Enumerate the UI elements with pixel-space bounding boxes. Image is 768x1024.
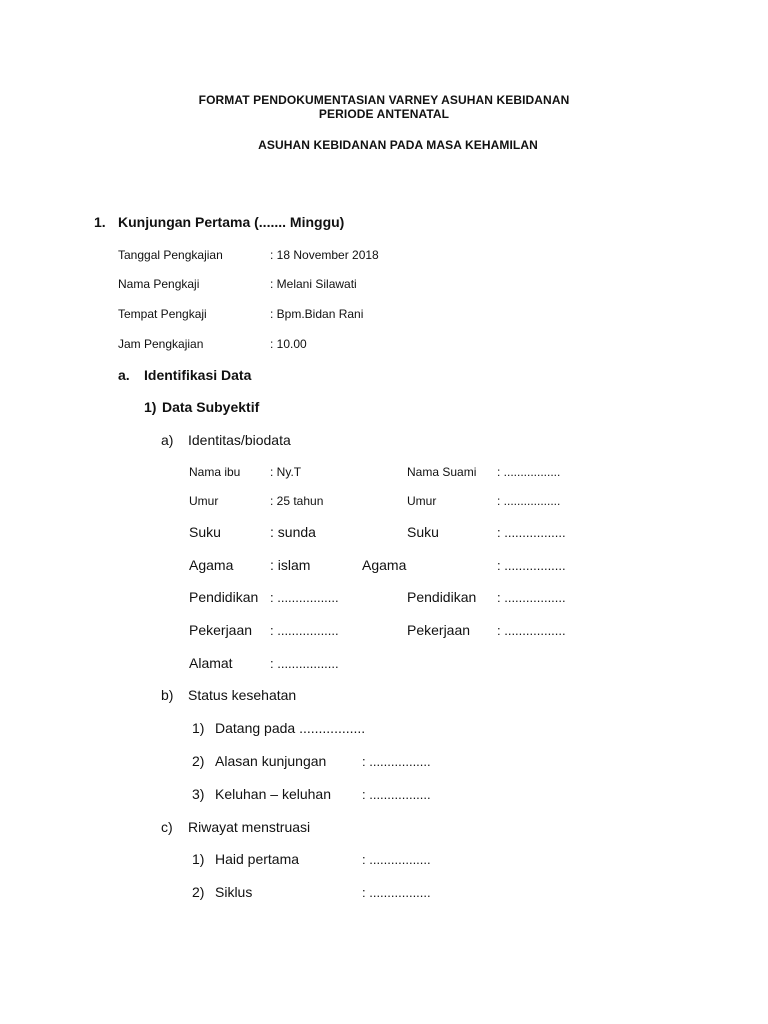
- item-marker: b): [161, 687, 174, 703]
- list-item-label: Datang pada .................: [215, 720, 366, 736]
- biodata-value: : .................: [270, 656, 339, 671]
- biodata-value: : Ny.T: [270, 465, 302, 479]
- item-title: Status kesehatan: [188, 687, 297, 703]
- subsection-marker: 1): [144, 399, 157, 415]
- biodata-label: Umur: [407, 494, 437, 508]
- biodata-value: : 25 tahun: [270, 494, 324, 508]
- biodata-label: Agama: [189, 557, 234, 573]
- biodata-label: Agama: [362, 557, 407, 573]
- visit-info-label: Tanggal Pengkajian: [118, 248, 223, 262]
- biodata-value: : sunda: [270, 524, 316, 540]
- biodata-label: Umur: [189, 494, 219, 508]
- biodata-label: Alamat: [189, 655, 233, 671]
- biodata-label: Pendidikan: [189, 589, 259, 605]
- item-title: Identitas/biodata: [188, 432, 291, 448]
- visit-info-value: : 18 November 2018: [270, 248, 379, 262]
- list-item-label: Siklus: [215, 884, 253, 900]
- visit-info-label: Jam Pengkajian: [118, 337, 204, 351]
- list-item-value: : .................: [362, 852, 431, 867]
- document-title-line2: PERIODE ANTENATAL: [318, 107, 450, 121]
- list-item-value: : .................: [362, 787, 431, 802]
- visit-info-value: : 10.00: [270, 337, 307, 351]
- biodata-value: : .................: [497, 494, 561, 508]
- biodata-value: : .................: [497, 558, 566, 573]
- visit-info-value: : Bpm.Bidan Rani: [270, 307, 364, 321]
- document-title-line1: FORMAT PENDOKUMENTASIAN VARNEY ASUHAN KEBIDANAN: [198, 93, 570, 107]
- biodata-value: : .................: [497, 465, 561, 479]
- biodata-label: Nama ibu: [189, 465, 241, 479]
- biodata-value: : .................: [497, 590, 566, 605]
- item-marker: c): [161, 819, 173, 835]
- list-item-value: : .................: [362, 885, 431, 900]
- biodata-label: Suku: [407, 524, 439, 540]
- section-title: Kunjungan Pertama (....... Minggu): [118, 214, 345, 230]
- biodata-label: Pendidikan: [407, 589, 477, 605]
- biodata-value: : .................: [270, 590, 339, 605]
- subsection-title: Data Subyektif: [162, 399, 260, 415]
- item-title: Riwayat menstruasi: [188, 819, 311, 835]
- item-marker: a): [161, 432, 174, 448]
- list-item-number: 3): [192, 786, 205, 802]
- list-item-number: 2): [192, 753, 205, 769]
- visit-info-label: Tempat Pengkaji: [118, 307, 207, 321]
- subsection-title: Identifikasi Data: [144, 367, 252, 383]
- biodata-value: : .................: [270, 623, 339, 638]
- subsection-marker: a.: [118, 367, 130, 383]
- list-item-number: 1): [192, 720, 205, 736]
- biodata-label: Pekerjaan: [189, 622, 253, 638]
- list-item-number: 1): [192, 851, 205, 867]
- visit-info-value: : Melani Silawati: [270, 277, 357, 291]
- list-item-label: Keluhan – keluhan: [215, 786, 331, 802]
- section-number: 1.: [94, 214, 106, 230]
- biodata-label: Nama Suami: [407, 465, 477, 479]
- biodata-value: : .................: [497, 623, 566, 638]
- biodata-label: Suku: [189, 524, 221, 540]
- biodata-value: : .................: [497, 525, 566, 540]
- list-item-value: : .................: [362, 754, 431, 769]
- biodata-label: Pekerjaan: [407, 622, 471, 638]
- visit-info-label: Nama Pengkaji: [118, 277, 200, 291]
- list-item-label: Alasan kunjungan: [215, 753, 327, 769]
- document-subtitle: ASUHAN KEBIDANAN PADA MASA KEHAMILAN: [258, 138, 538, 152]
- list-item-label: Haid pertama: [215, 851, 300, 867]
- biodata-value: : islam: [270, 557, 311, 573]
- list-item-number: 2): [192, 884, 205, 900]
